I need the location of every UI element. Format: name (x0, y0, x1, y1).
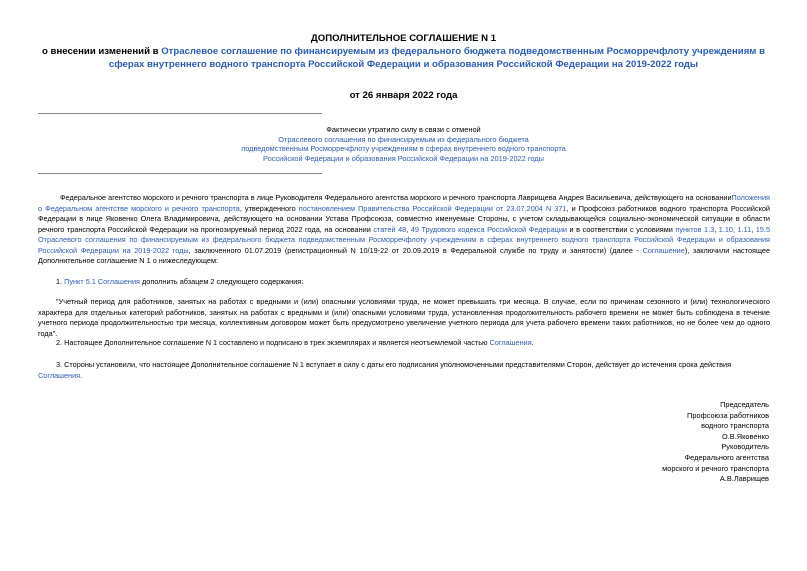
link-agreement[interactable]: Соглашение (642, 245, 685, 255)
signature-block (662, 400, 769, 485)
preamble-paragraph (38, 193, 770, 267)
preamble-text: и в соответствии с условиями (567, 224, 676, 234)
item-2-paragraph (38, 338, 770, 349)
status-line: Фактически утратило силу в связи с отменой (326, 125, 481, 134)
link-labor-code[interactable]: 49 Трудового кодекса Российской Федерации (410, 224, 568, 234)
status-link-line-2[interactable]: подведомственным Росморречфлоту учреждениям в сферах внутреннего водного транспорта (241, 144, 566, 154)
link-clause-5-1[interactable]: Пункт 5.1 Соглашения (64, 277, 140, 286)
status-note (0, 125, 807, 164)
item-1-paragraph (38, 277, 770, 288)
subtitle-prefix: о внесении изменений в (42, 46, 162, 57)
item-3-text: 3. Стороны установили, что настоящее Дополнительное соглашение N 1 вступает в силу с даты его подписания уполномоченными представителями Сторон, действует до истечения срока действия (56, 360, 732, 369)
link-agreement-item-3[interactable]: Соглашения (38, 370, 81, 380)
quote-text: "Учетный период для работников, занятых на работах с вредными и (или) опасными условиями труда, не может превышать три месяца. В случае, если по причинам сезонного и (или) технологического характера для отдельных категорий работников, занятых на работах с вредными и (или) опасными условиями труда, установленная продолжительность рабочего времени не может быть соблюдена в течение учетного периода продолжительностью три месяца, коллективным договором может быть предусмотрено увеличение учетного периода для учета рабочего времени таких работников, но не более чем до одного года". (38, 297, 770, 338)
document-title: ДОПОЛНИТЕЛЬНОЕ СОГЛАШЕНИЕ N 1 (310, 33, 497, 44)
signature-line: А.В.Лаврищев (719, 474, 769, 484)
preamble-text: Федеральное агентство морского и речного транспорта в лице Руководителя Федерального агентства морского и речного транспорта Лаврищева Андрея Васильевича, действующего на основании (60, 193, 732, 202)
link-article-48[interactable]: статей 48 (373, 224, 407, 234)
signature-line: Председатель (720, 400, 769, 409)
document-subtitle (40, 46, 767, 71)
status-link-line-3[interactable]: Российской Федерации и образования Российской Федерации на 2019-2022 годы (263, 154, 544, 164)
link-clause-1-10[interactable]: 1.10 (718, 224, 733, 234)
link-government-decree[interactable]: постановлением Правительства Российской Федерации от 23.07.2004 N 371 (298, 203, 567, 213)
signature-line: О.В.Яковенко (721, 431, 769, 441)
signature-line: Федерального агентства (684, 452, 769, 462)
item-2-end: . (531, 338, 534, 347)
preamble-text: ), заключили настоящее Дополнительное соглашение N 1 о нижеследующем: (38, 245, 771, 265)
item-1-text: дополнить абзацем 2 следующего содержания: (139, 277, 304, 286)
preamble-text: , и Профсоюз работников водного транспорта Российской Федерации в лице Яковенко Олега Владимировича, действующего на основании Устава Профсоюза, совместно именуемые Стороны, с учетом складывающейся социально-экономической ситуации в области речного транспорта Российской Федерации на прогнозируемый период 2022 года, на основании (38, 203, 770, 234)
divider-bottom (38, 173, 322, 174)
document-date: от 26 января 2022 года (349, 90, 458, 101)
item-2 (38, 338, 770, 349)
status-link-line-1[interactable]: Отраслевого соглашения по финансируемым из федерального бюджета (278, 134, 529, 144)
link-clause-1-11[interactable]: 1.11 (737, 224, 752, 234)
divider-top (38, 113, 322, 114)
item-2-text: 2. Настоящее Дополнительное соглашение N 1 составлено и подписано в трех экземплярах и является неотъемлемой частью (56, 338, 490, 347)
preamble-text: , заключенного 01.07.2019 (регистрационный N 10/19-22 от 20.09.2019 в Федеральной службе по труду и занятости) (далее - (188, 245, 643, 255)
preamble-text: , (714, 224, 719, 234)
item-1-number: 1. (56, 277, 65, 286)
signature-line: водного транспорта (701, 421, 769, 431)
item-3-end: . (80, 370, 83, 380)
signature-line: Профсоюза работников (687, 410, 769, 420)
link-clause-1-3[interactable]: пунктов 1.3 (675, 224, 715, 234)
item-3-paragraph (38, 360, 770, 381)
link-regulation[interactable]: Положения о Федеральном агентстве морского и речного транспорта (38, 193, 770, 213)
link-agreement-item-2[interactable]: Соглашения (489, 338, 532, 347)
link-clause-15-5-agreement[interactable]: 15.5 Отраслевого соглашения по финансируемым из федерального бюджета подведомственным Росморречфлоту учреждениям в сферах внутреннего водного транспорта Российской Федерации и образования Российской Федерации на 2019-2022 годы (38, 224, 770, 255)
subtitle-agreement-link[interactable]: Отраслевое соглашение по финансируемым из федерального бюджета подведомственным Росморречфлоту учреждениям в сферах внутреннего водного транспорта Российской Федерации и образования Российской Федерации на 2019-2022 годы (108, 46, 765, 70)
preamble-text: , утвержденного (239, 203, 299, 213)
item-3 (38, 360, 770, 381)
signature-line: Руководитель (721, 442, 769, 452)
preamble-text: , (732, 224, 738, 234)
preamble (38, 193, 770, 267)
item-1 (38, 277, 770, 288)
preamble-text: , (751, 224, 756, 234)
signature-line: морского и речного транспорта (662, 463, 769, 473)
quoted-amendment (38, 297, 770, 339)
preamble-text: , (406, 224, 411, 234)
